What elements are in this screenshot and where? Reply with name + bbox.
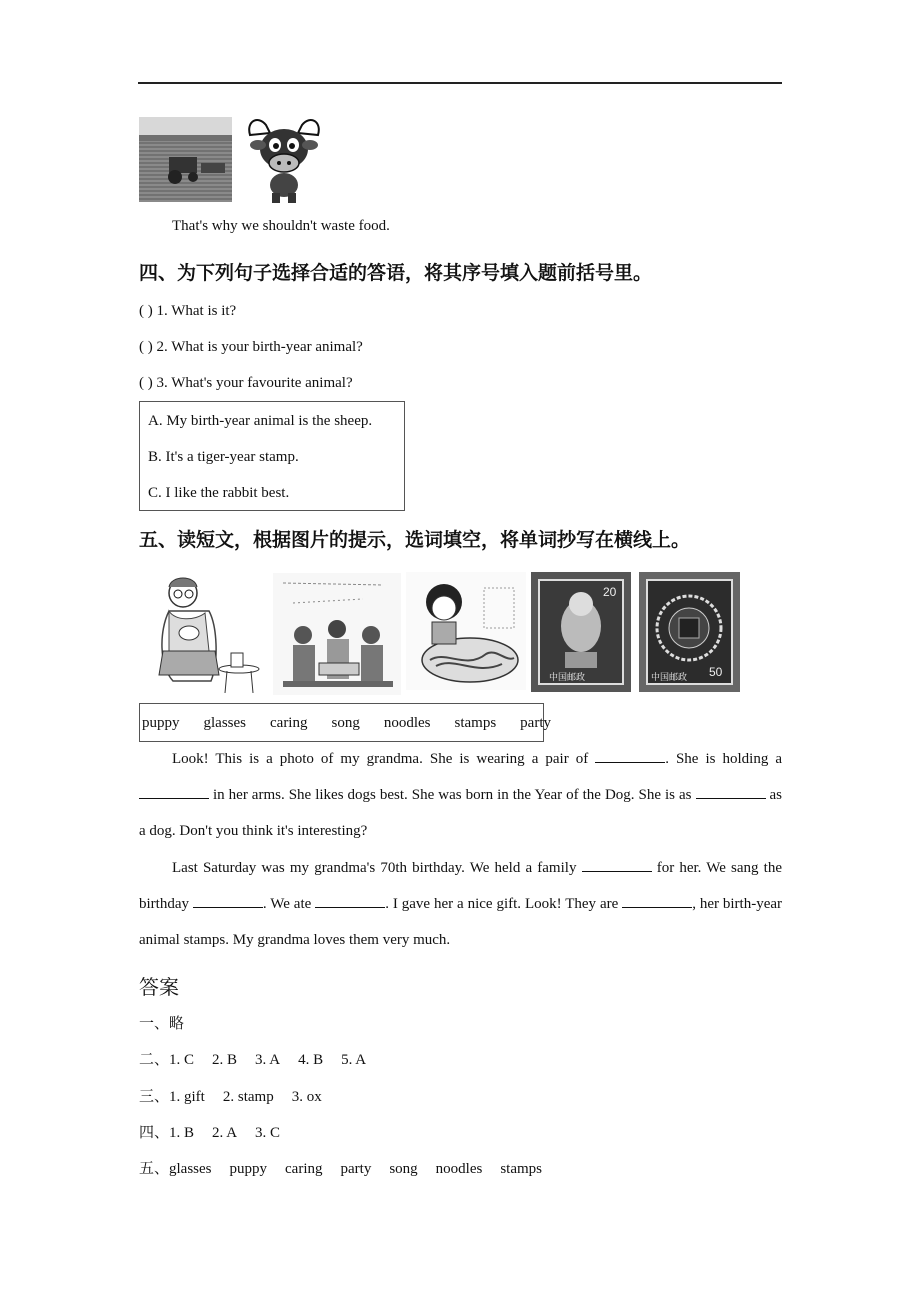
word-noodles: noodles (383, 715, 431, 731)
answer-line-2: 二、1. C 2. B 3. A 4. B 5. A (139, 1052, 367, 1068)
option-b: B. It's a tiger-year stamp. (148, 449, 299, 465)
answer-paren[interactable]: ( ) (139, 375, 153, 391)
dog-stamp-country: 中国邮政 (549, 673, 586, 683)
question-3 (139, 373, 353, 393)
options-box (139, 401, 405, 511)
word-caring: caring (270, 715, 308, 731)
option-c: C. I like the rabbit best. (148, 485, 290, 501)
answer-paren[interactable]: ( ) (139, 339, 153, 355)
option-a: A. My birth-year animal is the sheep. (148, 413, 373, 429)
dog-stamp-value: 20 (603, 585, 617, 599)
birthday-party-picture (273, 573, 401, 695)
passage-paragraph-2: Last Saturday was my grandma's 70th birthday. We held a family for her. We sang the birthday . We ate . I gave her a nice gift. Look! They are , her birth-year animal stamps. My grandma loves them very much. (139, 850, 782, 958)
answer-paren[interactable]: ( ) (139, 303, 153, 319)
word-puppy: puppy (142, 715, 180, 731)
answer-line-5: 五、glasses puppy caring party song noodles stamps (139, 1161, 543, 1177)
answer-line-3: 三、1. gift 2. stamp 3. ox (139, 1089, 322, 1105)
question-text: 3. What's your favourite animal? (156, 375, 353, 391)
word-party: party (520, 715, 551, 731)
section5-heading: 五、读短文，根据图片的提示，选词填空，将单词抄写在横线上。 (139, 529, 691, 551)
section4-heading: 四、为下列句子选择合适的答语，将其序号填入题前括号里。 (139, 262, 653, 284)
farm-tractor-image (139, 117, 232, 202)
zodiac-stamp-country: 中国邮政 (651, 673, 688, 683)
blank-4[interactable] (582, 857, 652, 872)
blank-7[interactable] (622, 893, 692, 908)
ox-cartoon-image (244, 113, 324, 205)
dog-stamp-picture (531, 572, 631, 692)
grandma-picture (139, 571, 267, 695)
word-bank (142, 713, 551, 733)
answer-line-1: 一、略 (139, 1016, 185, 1032)
question-2 (139, 337, 363, 357)
answers-heading: 答案 (139, 975, 179, 999)
blank-6[interactable] (315, 893, 385, 908)
answer-line-4: 四、1. B 2. A 3. C (139, 1125, 281, 1141)
zodiac-stamp-value: 50 (709, 665, 723, 679)
question-text: 1. What is it? (156, 303, 237, 319)
girl-eating-noodles-picture (406, 572, 526, 690)
header-rule (138, 82, 782, 84)
word-glasses: glasses (203, 715, 246, 731)
blank-1[interactable] (595, 748, 665, 763)
question-text: 2. What is your birth-year animal? (156, 339, 363, 355)
blank-5[interactable] (193, 893, 263, 908)
blank-3[interactable] (696, 784, 766, 799)
word-stamps: stamps (454, 715, 497, 731)
top-sentence: That's why we shouldn't waste food. (172, 218, 390, 234)
word-song: song (331, 715, 360, 731)
blank-2[interactable] (139, 784, 209, 799)
word-bank-box (139, 703, 551, 742)
question-1 (139, 301, 236, 321)
passage-paragraph-1: Look! This is a photo of my grandma. She is wearing a pair of . She is holding a in her arms. She likes dogs best. She was born in the Year of the Dog. She is as as a dog. Don't you think it's interesting? (139, 741, 782, 849)
zodiac-stamp-picture (639, 572, 740, 692)
